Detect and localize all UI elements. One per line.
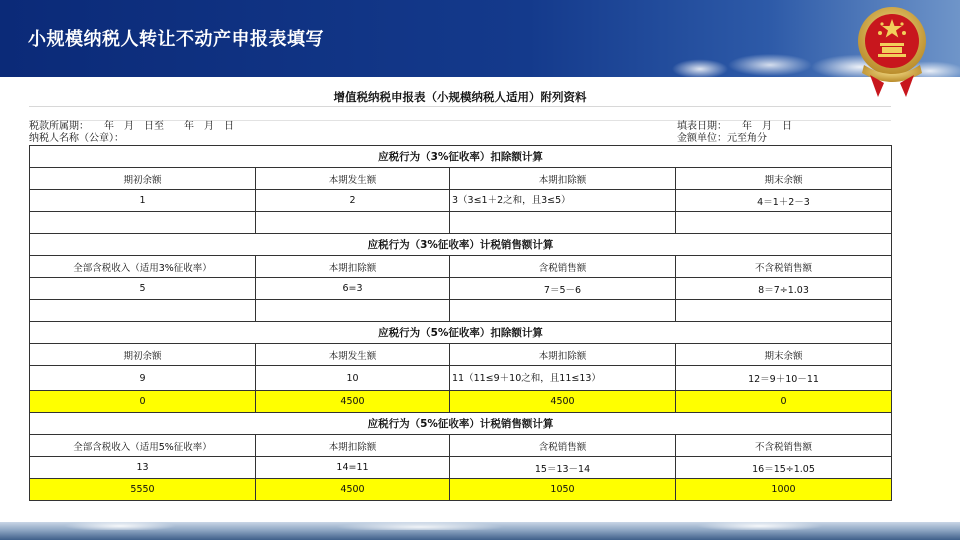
input-cell[interactable] xyxy=(450,300,676,322)
header-cell: 不含税销售额 xyxy=(676,256,892,278)
formula-row xyxy=(30,190,892,212)
value-row-highlighted xyxy=(30,479,892,501)
value-cell[interactable]: 0 xyxy=(30,391,256,413)
header-cell: 全部含税收入（适用5%征收率） xyxy=(30,435,256,457)
formula-cell: 9 xyxy=(30,366,256,391)
header-cell: 期初余额 xyxy=(30,344,256,366)
formula-cell: 14=11 xyxy=(256,457,450,479)
header-row xyxy=(30,344,892,366)
input-cell[interactable] xyxy=(676,212,892,234)
amount-unit-label: 金额单位：元至角分 xyxy=(677,133,767,144)
header-cell: 本期扣除额 xyxy=(256,256,450,278)
header-cell: 本期扣除额 xyxy=(450,344,676,366)
value-cell[interactable]: 4500 xyxy=(256,479,450,501)
formula-cell: 2 xyxy=(256,190,450,212)
formula-cell: 13 xyxy=(30,457,256,479)
formula-cell: 3（3≤1＋2之和，且3≤5） xyxy=(450,190,676,212)
meta-row-period xyxy=(29,121,891,133)
formula-row xyxy=(30,278,892,300)
input-row xyxy=(30,212,892,234)
header-row xyxy=(30,256,892,278)
section-title: 应税行为（3%征收率）计税销售额计算 xyxy=(30,234,892,256)
value-cell[interactable]: 4500 xyxy=(256,391,450,413)
header-cell: 全部含税收入（适用3%征收率） xyxy=(30,256,256,278)
input-cell[interactable] xyxy=(256,300,450,322)
header-cell: 含税销售额 xyxy=(450,256,676,278)
formula-cell: 11（11≤9＋10之和，且11≤13） xyxy=(450,366,676,391)
value-cell[interactable]: 1050 xyxy=(450,479,676,501)
header-row xyxy=(30,435,892,457)
taxpayer-name-label: 纳税人名称（公章）： xyxy=(29,133,124,144)
section-title: 应税行为（5%征收率）计税销售额计算 xyxy=(30,413,892,435)
formula-cell: 16＝15÷1.05 xyxy=(676,457,892,479)
formula-cell: 7＝5－6 xyxy=(450,278,676,300)
header-cell: 期初余额 xyxy=(30,168,256,190)
input-cell[interactable] xyxy=(676,300,892,322)
slide-title: 小规模纳税人转让不动产申报表填写 xyxy=(28,29,324,50)
tax-period-label: 税款所属期： 年 月 日至 年 月 日 xyxy=(29,121,234,132)
formula-cell: 1 xyxy=(30,190,256,212)
formula-cell: 6=3 xyxy=(256,278,450,300)
section-title-row xyxy=(30,146,892,168)
form-title: 增值税纳税申报表（小规模纳税人适用）附列资料 xyxy=(29,88,891,107)
footer-cloud-decoration xyxy=(0,518,960,530)
input-cell[interactable] xyxy=(256,212,450,234)
input-cell[interactable] xyxy=(450,212,676,234)
section-title: 应税行为（5%征收率）扣除额计算 xyxy=(30,322,892,344)
value-cell[interactable]: 0 xyxy=(676,391,892,413)
section-title-row xyxy=(30,322,892,344)
header-cell: 含税销售额 xyxy=(450,435,676,457)
form-table xyxy=(29,145,892,501)
tax-form xyxy=(29,88,891,501)
formula-cell: 8＝7÷1.03 xyxy=(676,278,892,300)
meta-row-taxpayer xyxy=(29,133,891,145)
header-cell: 期末余额 xyxy=(676,344,892,366)
formula-row xyxy=(30,366,892,391)
header-banner xyxy=(0,0,960,77)
formula-cell: 5 xyxy=(30,278,256,300)
formula-cell: 12＝9＋10－11 xyxy=(676,366,892,391)
national-emblem-icon xyxy=(852,3,932,101)
value-cell[interactable]: 5550 xyxy=(30,479,256,501)
formula-cell: 10 xyxy=(256,366,450,391)
header-cell: 本期发生额 xyxy=(256,344,450,366)
section-title-row xyxy=(30,234,892,256)
header-row xyxy=(30,168,892,190)
header-cell: 本期扣除额 xyxy=(450,168,676,190)
value-row-highlighted xyxy=(30,391,892,413)
fill-date-label: 填表日期： 年 月 日 xyxy=(677,121,792,132)
spacer-row xyxy=(29,107,891,121)
formula-row xyxy=(30,457,892,479)
input-cell[interactable] xyxy=(30,300,256,322)
input-row xyxy=(30,300,892,322)
formula-cell: 15＝13－14 xyxy=(450,457,676,479)
input-cell[interactable] xyxy=(30,212,256,234)
header-cell: 本期发生额 xyxy=(256,168,450,190)
section-title-row xyxy=(30,413,892,435)
header-cell: 不含税销售额 xyxy=(676,435,892,457)
header-cell: 本期扣除额 xyxy=(256,435,450,457)
formula-cell: 4＝1＋2－3 xyxy=(676,190,892,212)
value-cell[interactable]: 4500 xyxy=(450,391,676,413)
value-cell[interactable]: 1000 xyxy=(676,479,892,501)
section-title: 应税行为（3%征收率）扣除额计算 xyxy=(30,146,892,168)
header-cell: 期末余额 xyxy=(676,168,892,190)
